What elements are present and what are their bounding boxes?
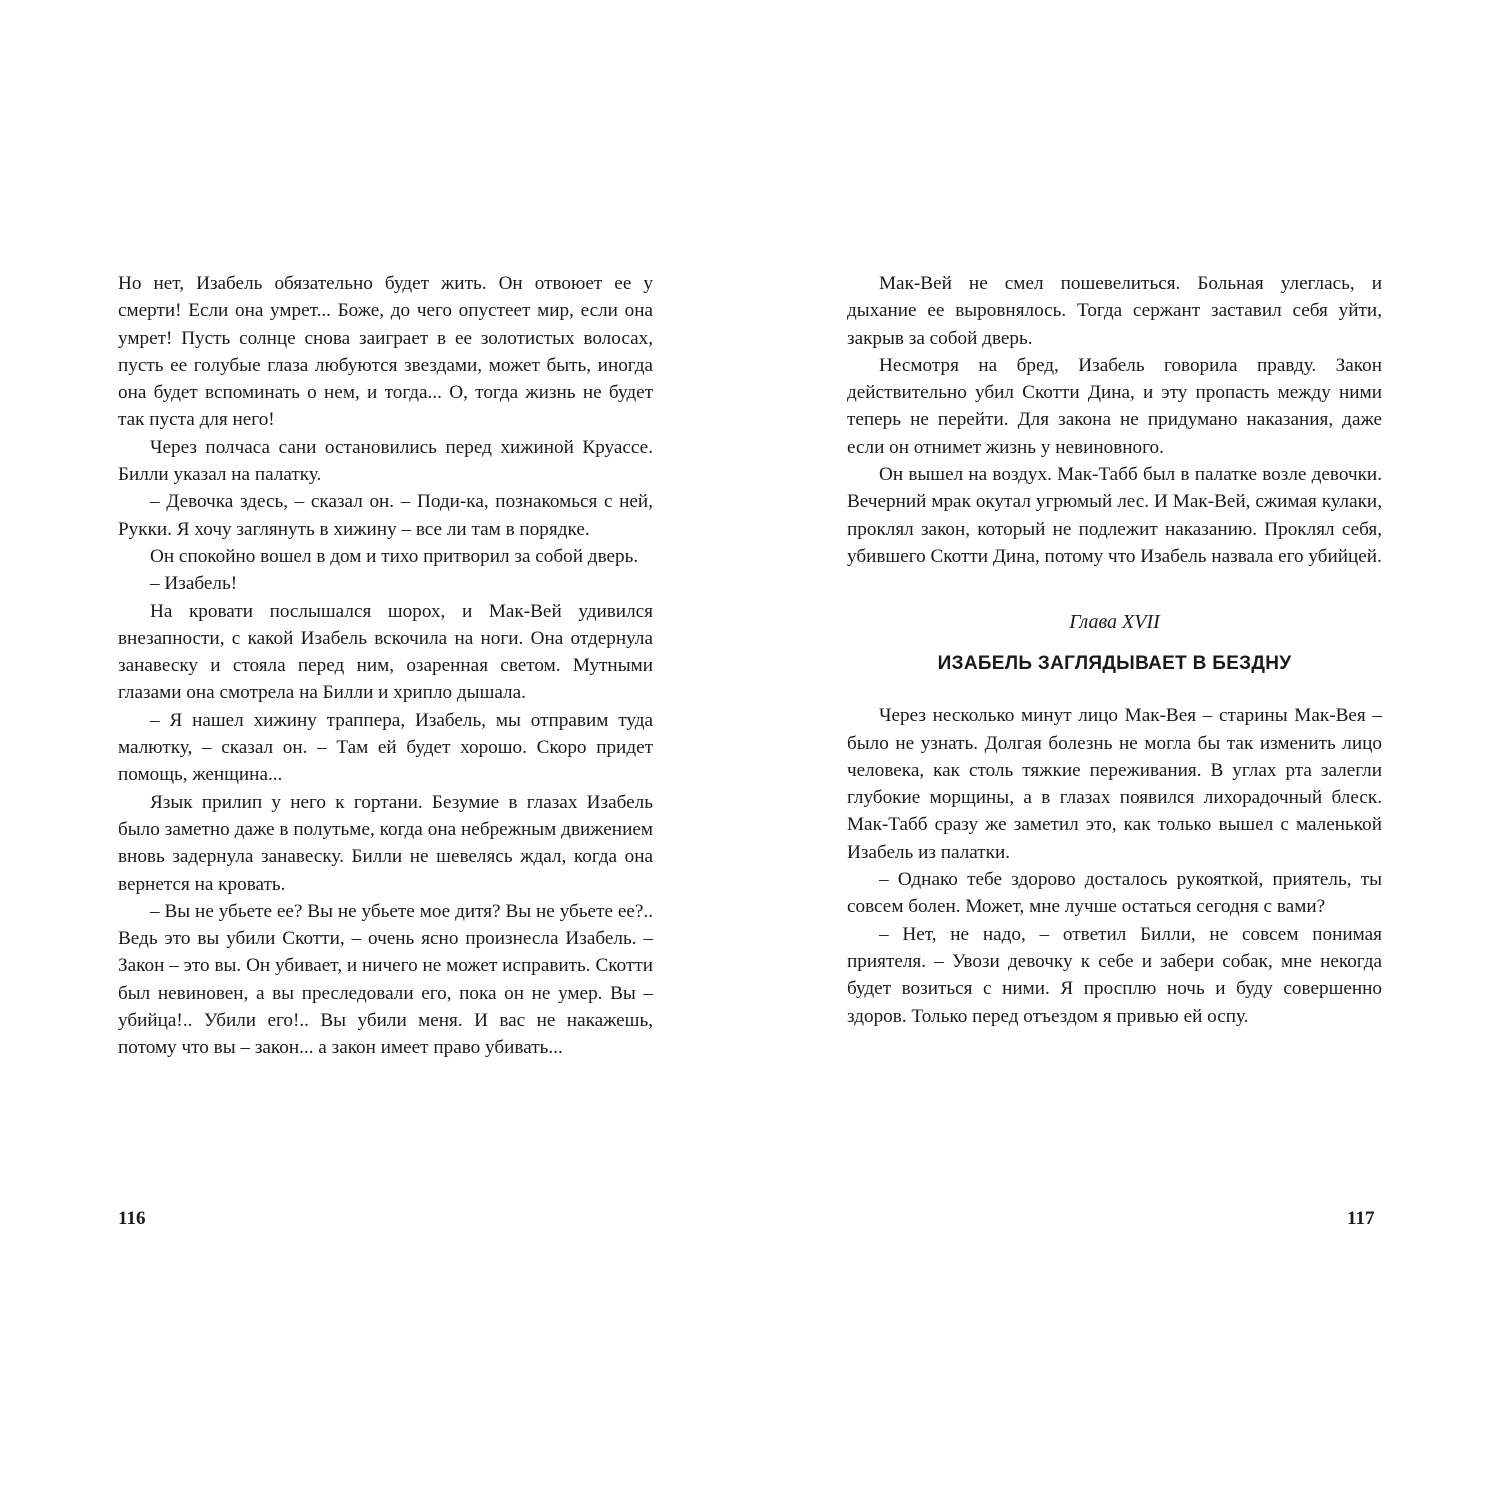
right-page bbox=[847, 270, 1382, 1030]
paragraph: Несмотря на бред, Изабель говорила правду. Закон действительно убил Скотти Дина, и эту пропасть между ними теперь не перейти. Для закона не придумано наказания, даже если он отнимет жизнь у невиновного. bbox=[847, 354, 1382, 458]
paragraph: Он спокойно вошел в дом и тихо притворил за собой дверь. bbox=[150, 545, 639, 567]
paragraph: На кровати послышался шорох, и Мак-Вей удивился внезапности, с какой Изабель вскочила на ноги. Она отдернула занавеску и стояла перед ним, озаренная светом. Мутными глазами она смотрела на Билли и хрипло дышала. bbox=[118, 600, 653, 704]
page-number-left: 116 bbox=[118, 1208, 146, 1229]
right-page-text-after bbox=[847, 702, 1382, 1030]
paragraph: Но нет, Изабель обязательно будет жить. Он отвоюет ее у смерти! Если она умрет... Боже, до чего опустеет мир, если она умрет! Пусть солнце снова заиграет в ее золотистых волосах, пусть ее голубые глаза любуются звездами, может быть, иногда она будет вспоминать о нем, и тогда... О, тогда жизнь не будет так пуста для него! bbox=[118, 273, 653, 431]
paragraph: Он вышел на воздух. Мак-Табб был в палатке возле девочки. Вечерний мрак окутал угрюмый лес. И Мак-Вей, сжимая кулаки, проклял закон, который не подлежит наказанию. Проклял себя, убившего Скотти Дина, потому что Изабель назвала его убийцей. bbox=[847, 464, 1382, 567]
left-page-text bbox=[118, 270, 653, 1062]
chapter-title: ИЗАБЕЛЬ ЗАГЛЯДЫВАЕТ В БЕЗДНУ bbox=[937, 653, 1292, 675]
paragraph: Через полчаса сани остановились перед хижиной Круассе. Билли указал на палатку. bbox=[118, 436, 653, 486]
page-number-right: 117 bbox=[1347, 1208, 1375, 1229]
paragraph: – Изабель! bbox=[150, 573, 238, 595]
paragraph: – Я нашел хижину траппера, Изабель, мы отправим туда малютку, – сказал он. – Там ей будет хорошо. Скоро придет помощь, женщина... bbox=[118, 709, 653, 786]
paragraph: – Однако тебе здорово досталось рукояткой, приятель, ты совсем болен. Может, мне лучше остаться сегодня с вами? bbox=[847, 869, 1382, 918]
paragraph: Мак-Вей не смел пошевелиться. Больная улеглась, и дыхание ее выровнялось. Тогда сержант заставил себя уйти, закрыв за собой дверь. bbox=[847, 273, 1382, 349]
chapter-label: Глава XVII bbox=[1069, 611, 1160, 634]
paragraph: Через несколько минут лицо Мак-Вея – старины Мак-Вея – было не узнать. Долгая болезнь не могла бы так изменить лицо человека, как столь тяжкие переживания. В углах рта залегли глубокие морщины, а в глазах появился лихорадочный блеск. Мак-Табб сразу же заметил это, как только вышел с маленькой Изабель из палатки. bbox=[847, 705, 1382, 863]
paragraph: – Нет, не надо, – ответил Билли, не совсем понимая приятеля. – Увози девочку к себе и забери собак, мне некогда будет возиться с ними. Я просплю ночь и буду совершенно здоров. Только перед отъездом я привью ей оспу. bbox=[847, 923, 1382, 1027]
paragraph: Язык прилип у него к гортани. Безумие в глазах Изабель было заметно даже в полутьме, когда она небрежным движением вновь задернула занавеску. Билли не шевелясь ждал, когда она вернется на кровать. bbox=[118, 791, 653, 895]
right-page-text-before bbox=[847, 270, 1382, 570]
left-page bbox=[118, 270, 653, 1062]
paragraph: – Вы не убьете ее? Вы не убьете мое дитя? Вы не убьете ее?.. Ведь это вы убили Скотти, – очень ясно произнесла Изабель. – Закон – это вы. Он убивает, и ничего не может исправить. Скотти был невиновен, а вы преследовали его, пока он не умер. Вы – убийца!.. Убили его!.. Вы убили меня. И вас не накажешь, потому что вы – закон... а закон имеет право убивать... bbox=[118, 900, 653, 1059]
paragraph: – Девочка здесь, – сказал он. – Поди-ка, познакомься с ней, Рукки. Я хочу заглянуть в хижину – все ли там в порядке. bbox=[118, 491, 653, 540]
